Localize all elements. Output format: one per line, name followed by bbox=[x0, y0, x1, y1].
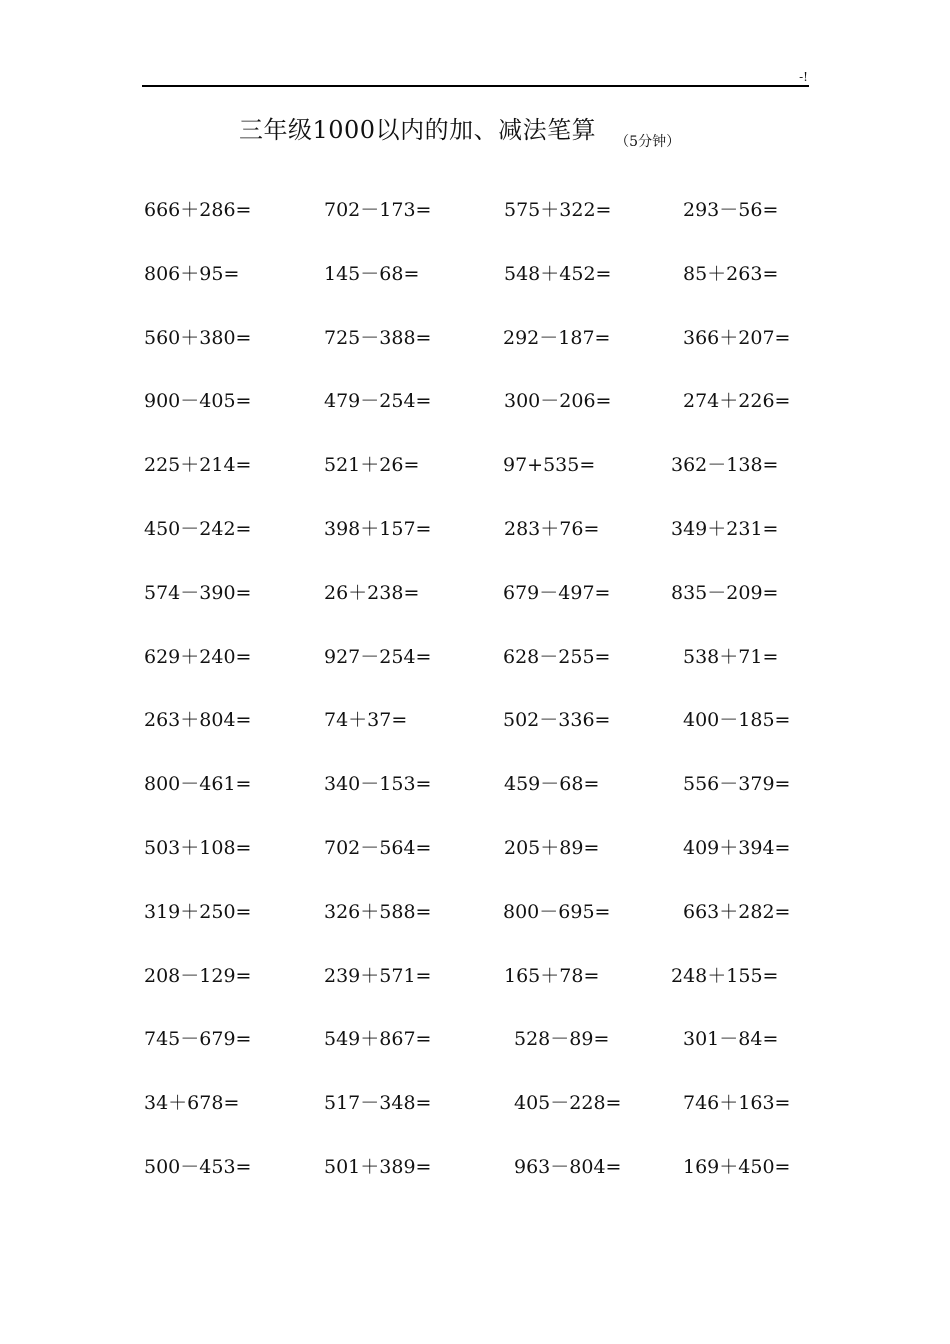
problem-r6-c4: 349＋231= bbox=[671, 518, 779, 540]
header-mark: -! bbox=[799, 70, 808, 84]
time-limit-note: （5分钟） bbox=[615, 134, 681, 150]
problem-r9-c4: 400－185= bbox=[683, 709, 791, 731]
problem-r3-c1: 560＋380= bbox=[144, 327, 252, 349]
problem-r4-c3: 300－206= bbox=[504, 390, 612, 412]
problem-r9-c2: 74＋37= bbox=[324, 709, 408, 731]
problem-r1-c4: 293－56= bbox=[683, 199, 779, 221]
problem-r10-c3: 459－68= bbox=[504, 773, 600, 795]
problem-r8-c1: 629＋240= bbox=[144, 646, 252, 668]
problem-r14-c2: 549＋867= bbox=[324, 1028, 432, 1050]
problem-r2-c2: 145－68= bbox=[324, 263, 420, 285]
problem-r16-c1: 500－453= bbox=[144, 1156, 252, 1178]
problem-r2-c3: 548＋452= bbox=[504, 263, 612, 285]
problem-r7-c1: 574－390= bbox=[144, 582, 252, 604]
problem-r13-c2: 239＋571= bbox=[324, 965, 432, 987]
problem-r15-c2: 517－348= bbox=[324, 1092, 432, 1114]
problem-r7-c2: 26＋238= bbox=[324, 582, 420, 604]
problem-r15-c1: 34＋678= bbox=[144, 1092, 240, 1114]
problem-r11-c3: 205＋89= bbox=[504, 837, 600, 859]
problem-r16-c2: 501＋389= bbox=[324, 1156, 432, 1178]
problem-r9-c1: 263＋804= bbox=[144, 709, 252, 731]
problem-r13-c4: 248＋155= bbox=[671, 965, 779, 987]
problem-r15-c3: 405－228= bbox=[514, 1092, 622, 1114]
problem-r1-c3: 575＋322= bbox=[504, 199, 612, 221]
problem-r2-c1: 806＋95= bbox=[144, 263, 240, 285]
problem-r16-c4: 169＋450= bbox=[683, 1156, 791, 1178]
problem-r10-c4: 556－379= bbox=[683, 773, 791, 795]
problem-r16-c3: 963－804= bbox=[514, 1156, 622, 1178]
problem-r3-c3: 292－187= bbox=[503, 327, 611, 349]
problem-r11-c1: 503＋108= bbox=[144, 837, 252, 859]
problem-r8-c3: 628－255= bbox=[503, 646, 611, 668]
problem-r8-c4: 538＋71= bbox=[683, 646, 779, 668]
problem-r15-c4: 746＋163= bbox=[683, 1092, 791, 1114]
problem-r12-c4: 663＋282= bbox=[683, 901, 791, 923]
problem-r3-c2: 725－388= bbox=[324, 327, 432, 349]
problem-r4-c1: 900－405= bbox=[144, 390, 252, 412]
problem-r3-c4: 366＋207= bbox=[683, 327, 791, 349]
problem-r5-c4: 362－138= bbox=[671, 454, 779, 476]
problem-r14-c4: 301－84= bbox=[683, 1028, 779, 1050]
problem-r4-c2: 479－254= bbox=[324, 390, 432, 412]
problem-r8-c2: 927－254= bbox=[324, 646, 432, 668]
problem-r12-c1: 319＋250= bbox=[144, 901, 252, 923]
problem-r10-c1: 800－461= bbox=[144, 773, 252, 795]
problem-r11-c4: 409＋394= bbox=[683, 837, 791, 859]
problem-r7-c3: 679－497= bbox=[503, 582, 611, 604]
problem-r5-c1: 225＋214= bbox=[144, 454, 252, 476]
problem-r6-c1: 450－242= bbox=[144, 518, 252, 540]
problem-r13-c1: 208－129= bbox=[144, 965, 252, 987]
problem-r10-c2: 340－153= bbox=[324, 773, 432, 795]
problem-r12-c3: 800－695= bbox=[503, 901, 611, 923]
problem-r1-c2: 702－173= bbox=[324, 199, 432, 221]
problem-r6-c2: 398＋157= bbox=[324, 518, 432, 540]
problem-r11-c2: 702－564= bbox=[324, 837, 432, 859]
problem-r1-c1: 666＋286= bbox=[144, 199, 252, 221]
problem-r7-c4: 835－209= bbox=[671, 582, 779, 604]
problem-r6-c3: 283＋76= bbox=[504, 518, 600, 540]
page-title: 三年级1000以内的加、减法笔算 bbox=[239, 116, 597, 144]
problem-r13-c3: 165＋78= bbox=[504, 965, 600, 987]
problem-r2-c4: 85＋263= bbox=[683, 263, 779, 285]
problem-r5-c2: 521＋26= bbox=[324, 454, 420, 476]
problem-r14-c1: 745－679= bbox=[144, 1028, 252, 1050]
problem-r4-c4: 274＋226= bbox=[683, 390, 791, 412]
problem-r14-c3: 528－89= bbox=[514, 1028, 610, 1050]
problem-r9-c3: 502－336= bbox=[503, 709, 611, 731]
problem-r12-c2: 326＋588= bbox=[324, 901, 432, 923]
problem-r5-c3: 97+535= bbox=[503, 454, 596, 476]
